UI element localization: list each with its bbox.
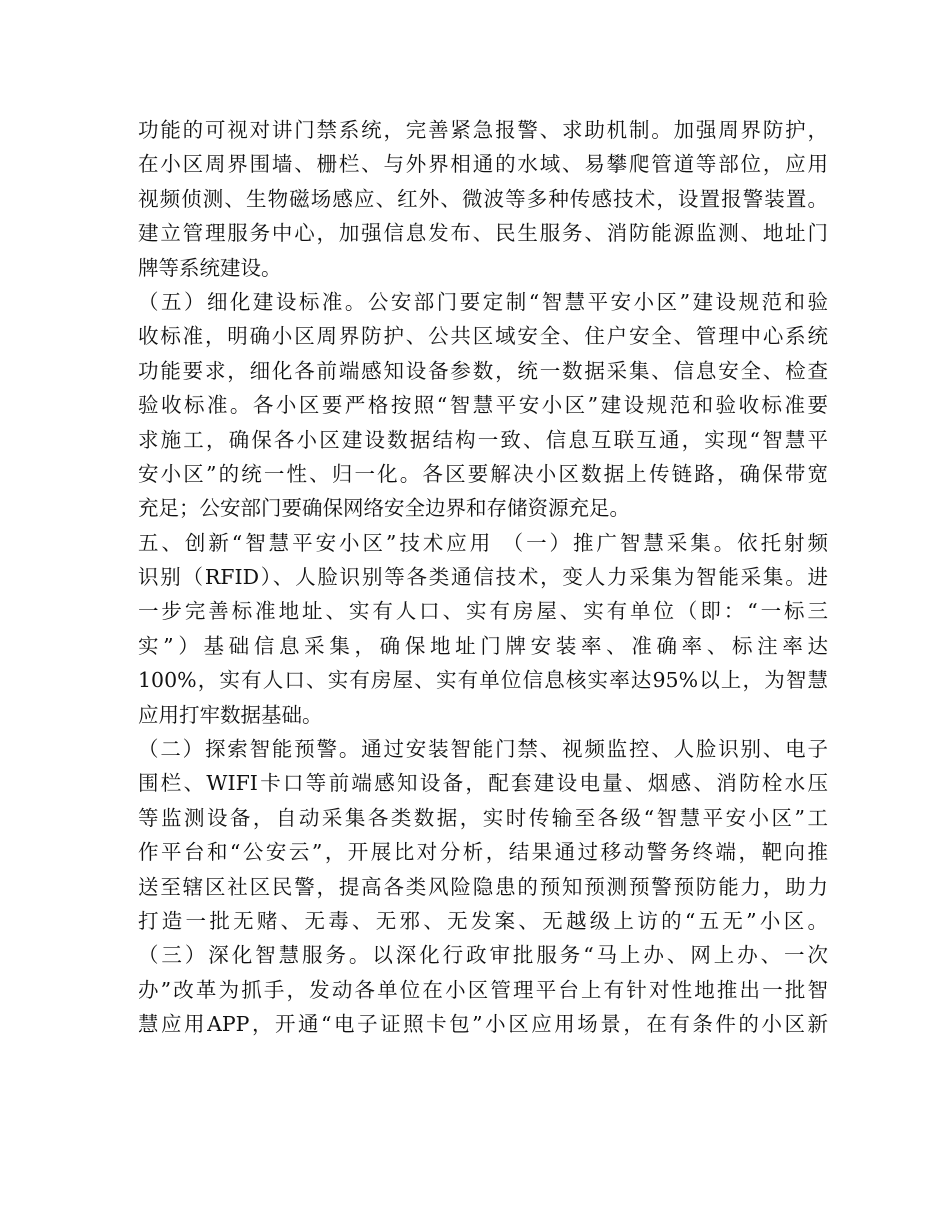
text-line: 识别（RFID）、人脸识别等各类通信技术，变人力采集为智能采集。进 bbox=[138, 565, 828, 590]
text-line: 功能要求，细化各前端感知设备参数，统一数据采集、信息安全、检查 bbox=[138, 358, 828, 383]
text-line: 收标准，明确小区周界防护、公共区域安全、住户安全、管理中心系统 bbox=[138, 324, 828, 349]
text-line: 一步完善标准地址、实有人口、实有房屋、实有单位（即：“一标三 bbox=[138, 599, 828, 624]
text-line: 打造一批无赌、无毒、无邪、无发案、无越级上访的“五无”小区。 bbox=[138, 908, 828, 933]
text-line: 慧应用APP，开通“电子证照卡包”小区应用场景，在有条件的小区新 bbox=[138, 1012, 828, 1037]
document-body bbox=[138, 113, 828, 1042]
text-line: 100%，实有人口、实有房屋、实有单位信息核实率达95%以上，为智慧 bbox=[138, 668, 828, 693]
text-line: （五）细化建设标准。公安部门要定制“智慧平安小区”建设规范和验 bbox=[138, 289, 828, 314]
text-line: （三）深化智慧服务。以深化行政审批服务“马上办、网上办、一次 bbox=[138, 943, 828, 968]
text-line: 牌等系统建设。 bbox=[138, 255, 282, 280]
text-line: 安小区”的统一性、归一化。各区要解决小区数据上传链路，确保带宽 bbox=[138, 461, 828, 486]
text-line: 等监测设备，自动采集各类数据，实时传输至各级“智慧平安小区”工 bbox=[138, 805, 828, 830]
text-line: 功能的可视对讲门禁系统，完善紧急报警、求助机制。加强周界防护， bbox=[138, 118, 828, 142]
text-line: 在小区周界围墙、栅栏、与外界相通的水域、易攀爬管道等部位，应用 bbox=[138, 152, 828, 177]
text-line: （二）探索智能预警。通过安装智能门禁、视频监控、人脸识别、电子 bbox=[138, 737, 828, 762]
text-line: 送至辖区社区民警，提高各类风险隐患的预知预测预警预防能力，助力 bbox=[138, 874, 828, 899]
text-line: 作平台和“公安云”，开展比对分析，结果通过移动警务终端，靶向推 bbox=[138, 840, 828, 865]
text-line: 求施工，确保各小区建设数据结构一致、信息互联互通，实现“智慧平 bbox=[138, 427, 828, 452]
text-line: 围栏、WIFI卡口等前端感知设备，配套建设电量、烟感、消防栓水压 bbox=[138, 771, 828, 796]
text-line: 办”改革为抓手，发动各单位在小区管理平台上有针对性地推出一批智 bbox=[138, 977, 828, 1002]
text-line: 验收标准。各小区要严格按照“智慧平安小区”建设规范和验收标准要 bbox=[138, 393, 828, 418]
text-line: 五、创新“智慧平安小区”技术应用 （一）推广智慧采集。依托射频 bbox=[138, 530, 828, 555]
text-line: 实”）基础信息采集，确保地址门牌安装率、准确率、标注率达 bbox=[138, 633, 828, 658]
text-line: 建立管理服务中心，加强信息发布、民生服务、消防能源监测、地址门 bbox=[138, 221, 828, 246]
text-line: 充足；公安部门要确保网络安全边界和存储资源充足。 bbox=[138, 496, 630, 521]
text-line: 视频侦测、生物磁场感应、红外、微波等多种传感技术，设置报警装置。 bbox=[138, 186, 828, 211]
text-line: 应用打牢数据基础。 bbox=[138, 702, 323, 727]
